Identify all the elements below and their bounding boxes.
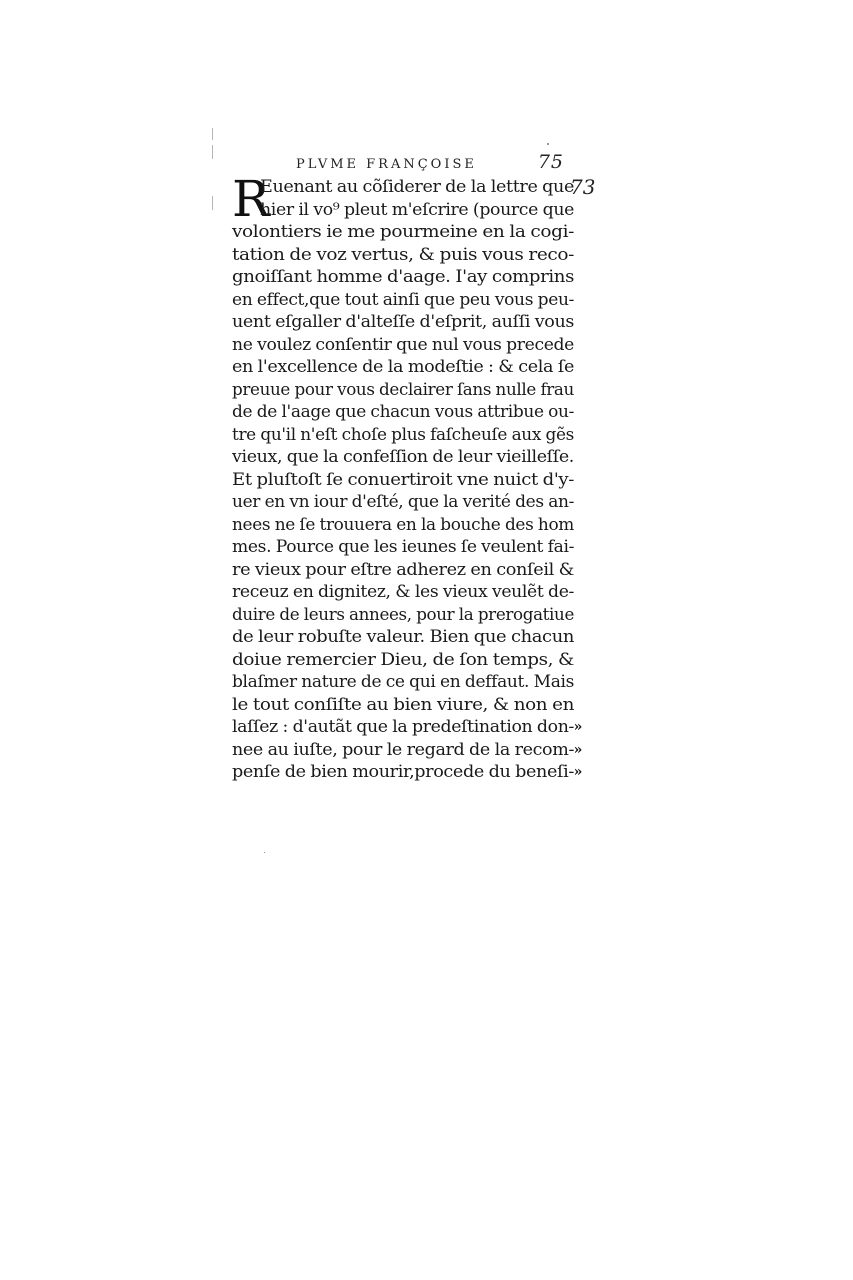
margin-rule-mid — [212, 145, 213, 159]
text-line — [232, 356, 574, 379]
margin-rule-top — [212, 128, 213, 140]
margin-number: 73 — [570, 175, 596, 199]
text-line — [232, 244, 574, 267]
text-line-content: de leur robuſte valeur. Bien que chacun — [232, 627, 574, 646]
text-line-content: hier il vo⁹ pleut m'eſcrire (pource que — [260, 199, 574, 219]
text-line — [232, 199, 574, 222]
text-line — [232, 649, 574, 672]
drop-cap: R — [232, 170, 270, 228]
marginal-quote-mark: » — [573, 741, 582, 758]
text-line — [232, 289, 574, 312]
text-line — [232, 559, 574, 582]
text-line-content: re vieux pour eſtre adherez en conſeil & — [232, 559, 574, 579]
text-line-content: blaſmer nature de ce qui en deffaut. Mais — [232, 672, 574, 691]
text-line — [232, 604, 574, 627]
text-line — [232, 536, 574, 559]
running-head — [296, 151, 576, 177]
text-line — [232, 626, 574, 649]
marginal-quote-mark: » — [573, 719, 582, 735]
text-line-content: nee au iuſte, pour le regard de la recom- — [232, 739, 574, 759]
text-line — [232, 221, 574, 244]
text-body — [232, 170, 582, 784]
text-line-content: le tout conſiſte au bien viure, & non en — [232, 694, 574, 714]
text-line — [232, 716, 582, 739]
text-line-content: receuz en dignitez, & les vieux veulẽt de- — [232, 582, 574, 601]
page-number: 75 — [537, 151, 564, 173]
text-line-content: nees ne ſe trouuera en la bouche des hom — [232, 514, 574, 534]
running-head-title: PLVME FRANÇOISE — [296, 157, 477, 172]
text-line-content: preuue pour vous declairer ſans nulle frau — [232, 379, 574, 399]
text-line — [232, 671, 574, 694]
text-line — [232, 379, 574, 402]
text-line — [232, 581, 574, 604]
marginal-quote-mark: » — [573, 764, 582, 780]
text-line — [232, 424, 574, 447]
text-line-content: en effect,que tout ainſi que peu vous peu- — [232, 289, 574, 309]
text-line-content: tation de voz vertus, & puis vous reco- — [232, 244, 574, 264]
text-line — [232, 311, 574, 334]
text-line-content: duire de leurs annees, pour la prerogatiue — [232, 604, 574, 624]
text-line-content: laſſez : d'autãt que la predeſtination don- — [232, 717, 574, 736]
text-line-content: volontiers ie me pourmeine en la cogi- — [232, 222, 574, 241]
text-line — [232, 401, 574, 424]
ink-speck — [264, 852, 265, 853]
text-line-content: tre qu'il n'eſt choſe plus faſcheuſe aux gẽs — [232, 424, 574, 444]
text-line-content: Et pluſtoſt ſe conuertiroit vne nuict d'y- — [232, 469, 574, 489]
text-line — [232, 694, 574, 717]
ink-speck — [547, 143, 549, 145]
text-line-content: vieux, que la confeſſion de leur vieilleſſe. — [232, 447, 574, 466]
text-line-content: en l'excellence de la modeſtie : & cela ſe — [232, 357, 574, 376]
text-line — [232, 761, 582, 784]
text-line-content: Euenant au cõſiderer de la lettre que — [260, 177, 574, 196]
text-line-content: penſe de bien mourir,procede du beneſi- — [232, 762, 574, 781]
text-line — [232, 739, 582, 762]
text-line-content: doiue remercier Dieu, de ſon temps, & — [232, 649, 574, 669]
text-line — [232, 176, 574, 199]
text-line — [232, 334, 574, 357]
text-line-content: de de l'aage que chacun vous attribue ou- — [232, 402, 574, 421]
margin-rule-low — [212, 196, 213, 210]
text-line-content: gnoiſſant homme d'aage. I'ay comprins — [232, 267, 574, 286]
text-line — [232, 514, 574, 537]
text-line-content: uer en vn iour d'eſté, que la verité des an- — [232, 492, 574, 511]
text-line-content: mes. Pource que les ieunes ſe veulent fai- — [232, 537, 574, 556]
text-line-content: ne voulez conſentir que nul vous precede — [232, 334, 574, 354]
text-line — [232, 266, 574, 289]
text-line — [232, 469, 574, 492]
text-line-content: uent eſgaller d'alteſſe d'eſprit, auſſi vous — [232, 312, 574, 331]
text-line — [232, 446, 574, 469]
text-line — [232, 491, 574, 514]
